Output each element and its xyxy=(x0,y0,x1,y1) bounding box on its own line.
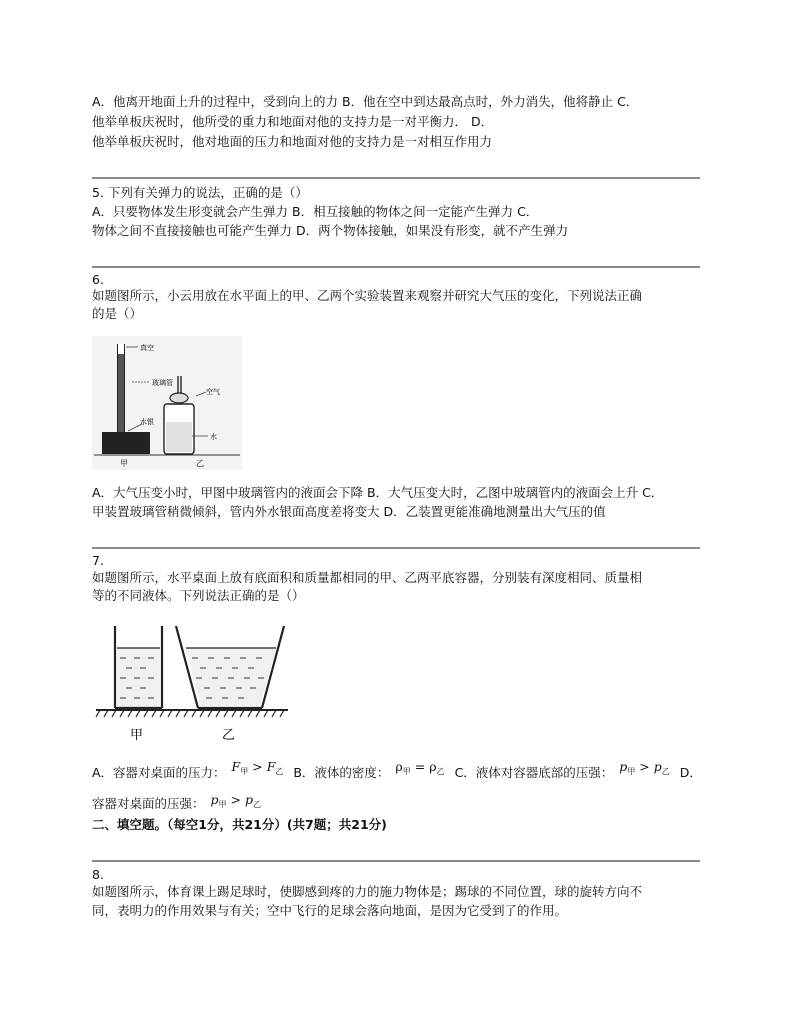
divider xyxy=(92,177,700,179)
q6-barometer-figure xyxy=(92,336,242,470)
q7-option-b: B．液体的密度： xyxy=(293,765,390,780)
divider xyxy=(92,547,700,549)
q7-option-a: A．容器对桌面的压力： xyxy=(92,765,226,780)
q8-stem-line1: 如题图所示，体育课上踢足球时，使脚感到疼的力的施力物体是；踢球的不同位置，球的旋转方向不 xyxy=(92,884,643,899)
vacuum-space xyxy=(118,344,124,354)
q6-number: 6. xyxy=(92,272,104,287)
q8-stem-line2: 同，表明力的作用效果与有关；空中飞行的足球会落向地面，是因为它受到了的作用。 xyxy=(92,903,568,918)
divider xyxy=(92,266,700,268)
q6-options-line2: 甲装置玻璃管稍微倾斜，管内外水银面高度差将变大 D．乙装置更能准确地测量出大气压的值 xyxy=(92,504,606,519)
label-glass-tube: 玻璃管 xyxy=(152,379,173,387)
q5-options-line2: 物体之间不直接接触也可能产生弹力 D．两个物体接触，如果没有形变，就不产生弹力 xyxy=(92,223,569,238)
q7-option-c: C．液体对容器底部的压强： xyxy=(454,765,614,780)
q6-options-line1: A．大气压变小时，甲图中玻璃管内的液面会下降 B．大气压变大时，乙图中玻璃管内的液面会上升 C． xyxy=(92,485,664,500)
q7-containers-figure xyxy=(92,620,292,748)
q5-options-line1: A．只要物体发生形变就会产生弹力 B．相互接触的物体之间一定能产生弹力 C． xyxy=(92,204,539,219)
q7-option-d-text: 容器对桌面的压强： xyxy=(92,796,205,811)
label-jia: 甲 xyxy=(130,728,144,743)
section-heading-fill-in: 二、填空题。（每空1分，共21分）(共7题；共21分) xyxy=(92,817,387,832)
q7-stem-line2: 等的不同液体。下列说法正确的是（） xyxy=(92,588,305,603)
q4-options-line3: 他举单板庆祝时，他对地面的压力和地面对他的支持力是一对相互作用力 xyxy=(92,134,493,149)
formula-liquid-pressure-comparison: $p_甲 > p_乙$ xyxy=(619,759,670,776)
q6-stem-line2: 的是（） xyxy=(92,306,143,321)
label-yi: 乙 xyxy=(222,728,236,743)
label-water: 水 xyxy=(210,433,217,441)
q7-stem-line1: 如题图所示，水平桌面上放有底面积和质量都相同的甲、乙两平底容器，分别装有深度相同、质量相 xyxy=(92,570,643,585)
q8-number: 8. xyxy=(92,867,104,882)
q7-option-d: D． xyxy=(679,765,702,780)
q7-options-line2 xyxy=(92,792,261,818)
formula-density-comparison: $\rho_甲 = \rho_乙$ xyxy=(395,759,445,776)
label-vacuum: 真空 xyxy=(140,344,154,352)
table-hatch xyxy=(96,710,284,717)
label-mercury: 水银 xyxy=(140,418,154,426)
formula-force-comparison: $F_甲 > F_乙$ xyxy=(231,759,284,776)
formula-container-pressure-comparison: $p_甲 > p_乙$ xyxy=(210,792,261,809)
mercury-trough xyxy=(102,432,150,454)
liquid-yi xyxy=(186,648,276,706)
mercury-column xyxy=(118,354,124,434)
q7-options-line1 xyxy=(92,759,702,787)
divider xyxy=(92,860,700,862)
label-air: 空气 xyxy=(206,388,220,396)
label-jia: 甲 xyxy=(120,459,128,468)
stopper xyxy=(170,393,188,403)
label-yi: 乙 xyxy=(196,459,204,468)
q6-stem-line1: 如题图所示，小云用放在水平面上的甲、乙两个实验装置来观察并研究大气压的变化，下列说法正确 xyxy=(92,288,643,303)
q4-options-line2: 他举单板庆祝时，他所受的重力和地面对他的支持力是一对平衡力． D． xyxy=(92,114,494,129)
bottle-water xyxy=(166,422,192,452)
q5-stem: 5. 下列有关弹力的说法，正确的是（） xyxy=(92,185,308,200)
q4-options-line1: A．他离开地面上升的过程中，受到向上的力 B．他在空中到达最高点时，外力消失，他将静止 C． xyxy=(92,94,639,109)
q7-number: 7. xyxy=(92,553,104,568)
